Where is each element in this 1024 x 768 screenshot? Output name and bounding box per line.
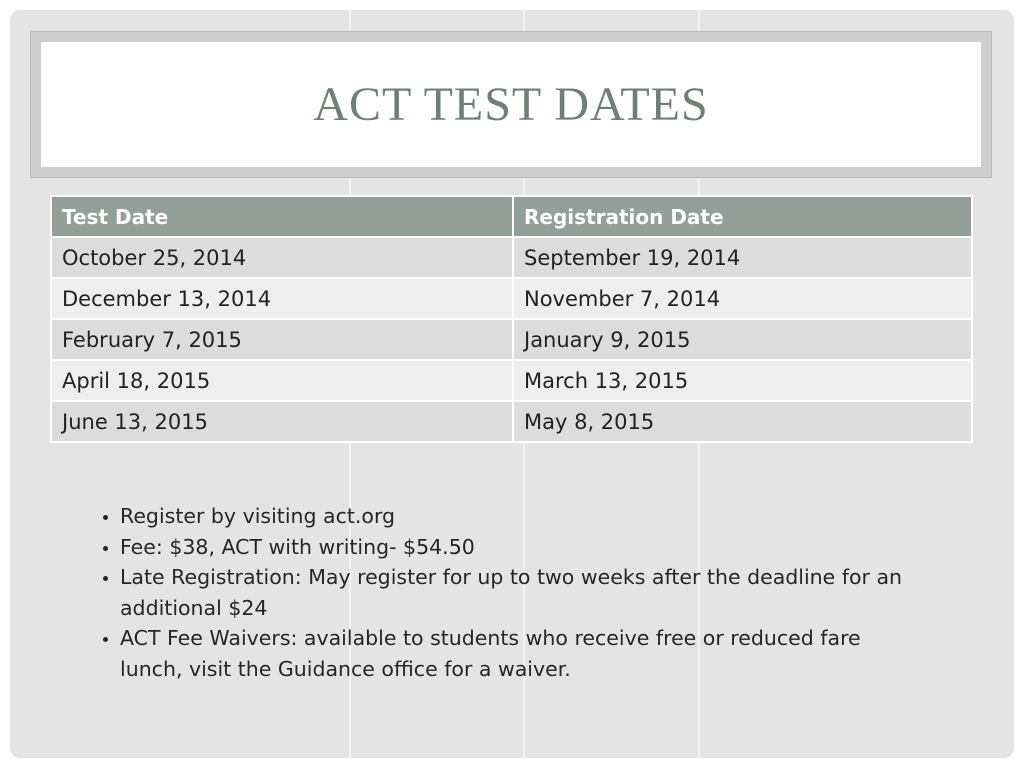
note-fee-waivers: • ACT Fee Waivers: available to students who receive free or reduced fare lunch, visit the Guidance office for a waiver. xyxy=(120,623,920,684)
registration-date-cell: September 19, 2014 xyxy=(513,237,972,278)
title-frame xyxy=(30,31,992,178)
table-row xyxy=(51,319,972,360)
table-row xyxy=(51,278,972,319)
test-date-cell: October 25, 2014 xyxy=(51,237,513,278)
table-row xyxy=(51,360,972,401)
test-date-cell: February 7, 2015 xyxy=(51,319,513,360)
slide xyxy=(10,10,1014,758)
note-fee: • Fee: $38, ACT with writing- $54.50 xyxy=(120,532,920,563)
test-date-cell: June 13, 2015 xyxy=(51,401,513,442)
registration-date-cell: May 8, 2015 xyxy=(513,401,972,442)
table-row xyxy=(51,401,972,442)
header-registration-date: Registration Date xyxy=(513,196,972,237)
note-register: • Register by visiting act.org xyxy=(120,501,920,532)
table-row xyxy=(51,237,972,278)
dates-table-container xyxy=(50,195,973,443)
dates-table xyxy=(50,195,973,443)
test-date-cell: December 13, 2014 xyxy=(51,278,513,319)
header-test-date: Test Date xyxy=(51,196,513,237)
notes-list xyxy=(82,501,920,684)
note-late-registration: • Late Registration: May register for up to two weeks after the deadline for an additional $24 xyxy=(120,562,920,623)
slide-title: ACT TEST DATES xyxy=(313,78,709,131)
registration-date-cell: January 9, 2015 xyxy=(513,319,972,360)
registration-date-cell: March 13, 2015 xyxy=(513,360,972,401)
table-header-row xyxy=(51,196,972,237)
test-date-cell: April 18, 2015 xyxy=(51,360,513,401)
title-box xyxy=(41,42,981,167)
registration-date-cell: November 7, 2014 xyxy=(513,278,972,319)
